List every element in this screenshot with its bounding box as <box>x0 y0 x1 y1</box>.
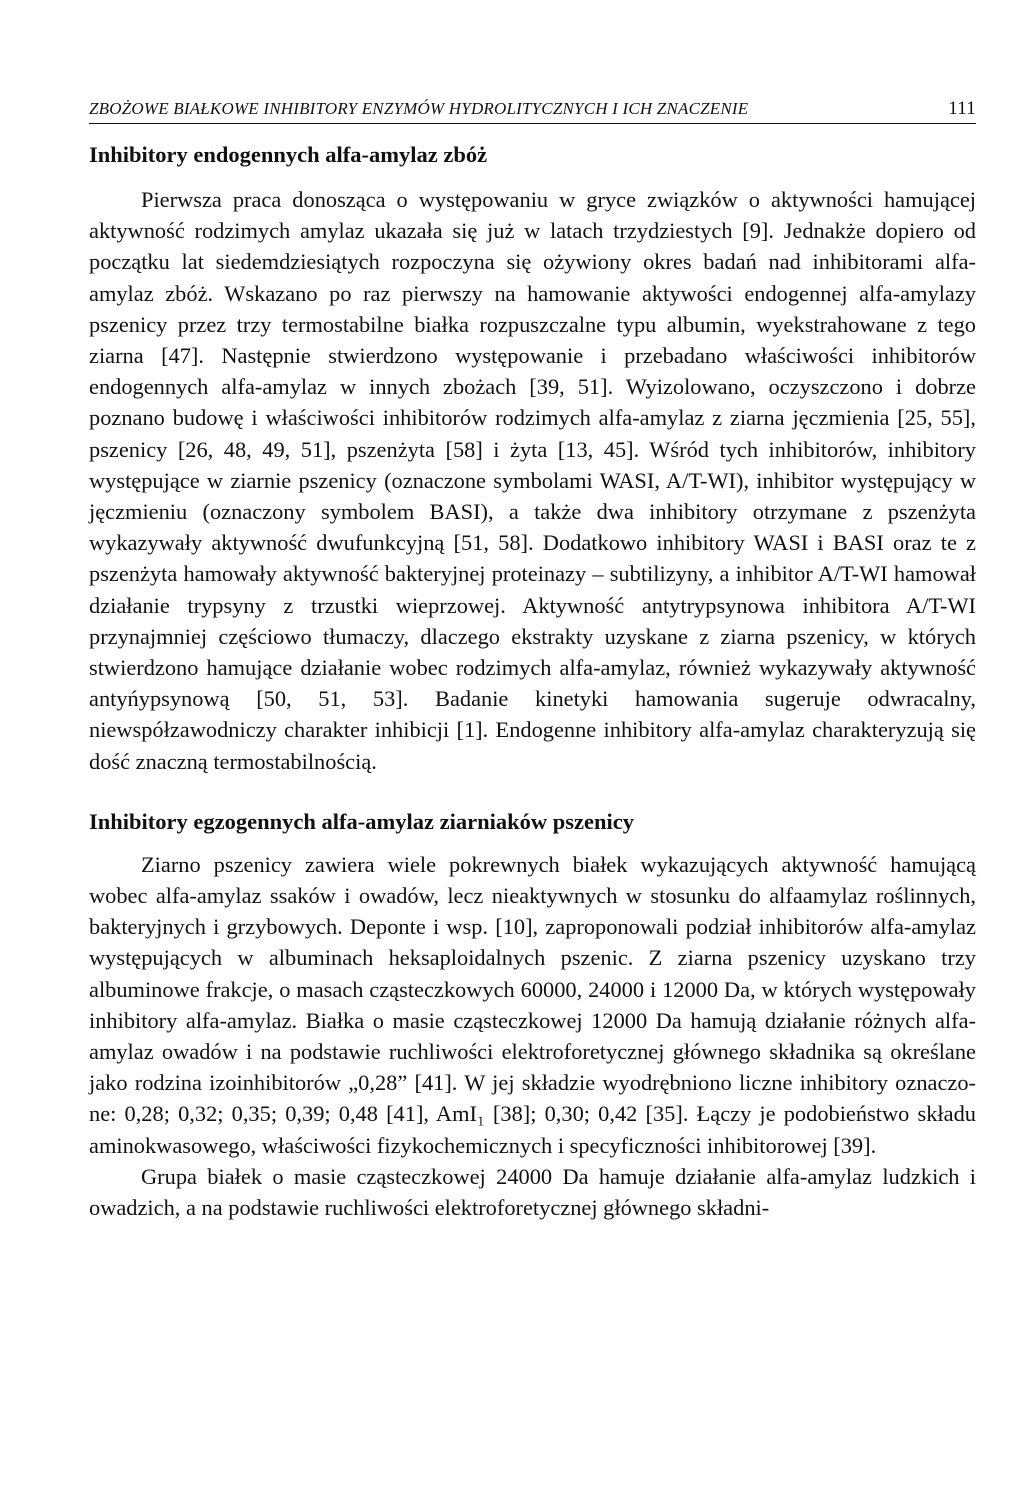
document-page <box>89 98 976 1223</box>
section-heading-endogenous: Inhibitory endogennych alfa-amylaz zbóż <box>89 142 488 167</box>
body-paragraph: Pierwsza praca donosząca o występowaniu w gryce związków o aktywności hamującej aktywność rodzimych amylaz ukazała się już w latach trzydziestych [9]. Jednakże dopiero od początku lat siedemdziesiątych rozpoczyna się ożywiony okres badań nad inhibitorami alfa-amylaz zbóż. Wskazano po raz pierwszy na hamowanie aktywości endogennej alfa-amylazy pszenicy przez trzy termostabilne białka rozpuszczalne typu albumin, wyekstrahowane z tego ziarna [47]. Następnie stwierdzono występowanie i przebadano właściwości inhibitorów endogennych alfa-amylaz w innych zbożach [39, 51]. Wyizolowano, oczyszczono i dobrze poznano budowę i właściwości inhibitorów rodzimych alfa-amylaz z ziarna jęczmienia [25, 55], pszenicy [26, 48, 49, 51], pszenżyta [58] i żyta [13, 45]. Wśród tych inhibitorów, inhibitory występujące w ziarnie pszenicy (oznaczone symbolami WASI, A/T-WI), inhibitor występujący w jęczmieniu (oznaczony symbolem BASI), a także dwa inhibitory otrzymane z pszenżyta wykazywały aktywność dwufunkcyjną [51, 58]. Dodatkowo inhibitory WASI i BASI oraz te z pszenżyta hamowały aktywność bakteryjnej proteinazy – subtilizyny, a inhibitor A/T-WI hamował działanie trypsyny z trzustki wieprzowej. Aktywność antytrypsynowa inhibitora A/T-WI przynajmniej częściowo tłumaczy, dlaczego ekstrakty uzyskane z ziarna pszenicy, w których stwierdzono hamujące działanie wobec rodzimych alfa-amylaz, również wykazywały aktywność antyńypsynową [50, 51, 53]. Badanie kinetyki hamowania sugeruje odwracalny, niewspółzawodniczy charakter inhibicji [1]. Endogenne inhibitory alfa-amylaz charakteryzują się dość znaczną termostabilnością. <box>89 187 976 774</box>
body-paragraph: Ziarno pszenicy zawiera wiele pokrewnych białek wykazujących aktywność hamującą wobec alfa-amylaz ssaków i owadów, lecz nieaktywnych w stosunku do alfaamylaz roślinnych, bakteryjnych i grzybowych. Deponte i wsp. [10], zaproponowali podział inhibitorów alfa-amylaz występujących w albuminach heksaploidalnych pszenic. Z ziarna pszenicy uzyskano trzy albuminowe frakcje, o masach cząsteczkowych 60000, 24000 i 12000 Da, w których występowały inhibitory alfa-amylaz. Białka o masie cząsteczkowej 12000 Da hamują działanie różnych alfa-amylaz owadów i na podstawie ruchliwości elektroforetycznej głównego składnika są określane jako rodzina izoinhibitorów „0,28” [41]. W jej składzie wyodrębniono liczne inhibitory oznaczone: 0,28; 0,32; 0,35; 0,39; 0,48 [41], AmI₁ [38]; 0,30; 0,42 [35]. Łączy je podobieństwo składu aminokwasowego, właściwości fizykochemicznych i specyficzności inhibitorowej [39]. <box>89 851 976 1158</box>
running-title: ZBOŻOWE BIAŁKOWE INHIBITORY ENZYMÓW HYDROLITYCZNYCH I ICH ZNACZENIE <box>89 99 749 118</box>
running-header <box>89 98 976 124</box>
page-number: 111 <box>948 98 976 119</box>
section-heading-exogenous: Inhibitory egzogennych alfa-amylaz ziarniaków pszenicy <box>89 808 634 834</box>
body-paragraph: Grupa białek o masie cząsteczkowej 24000 Da hamuje działanie alfa-amylaz ludzkich i owadzich, a na podstawie ruchliwości elektroforetycznej głównego składni- <box>89 1163 976 1221</box>
